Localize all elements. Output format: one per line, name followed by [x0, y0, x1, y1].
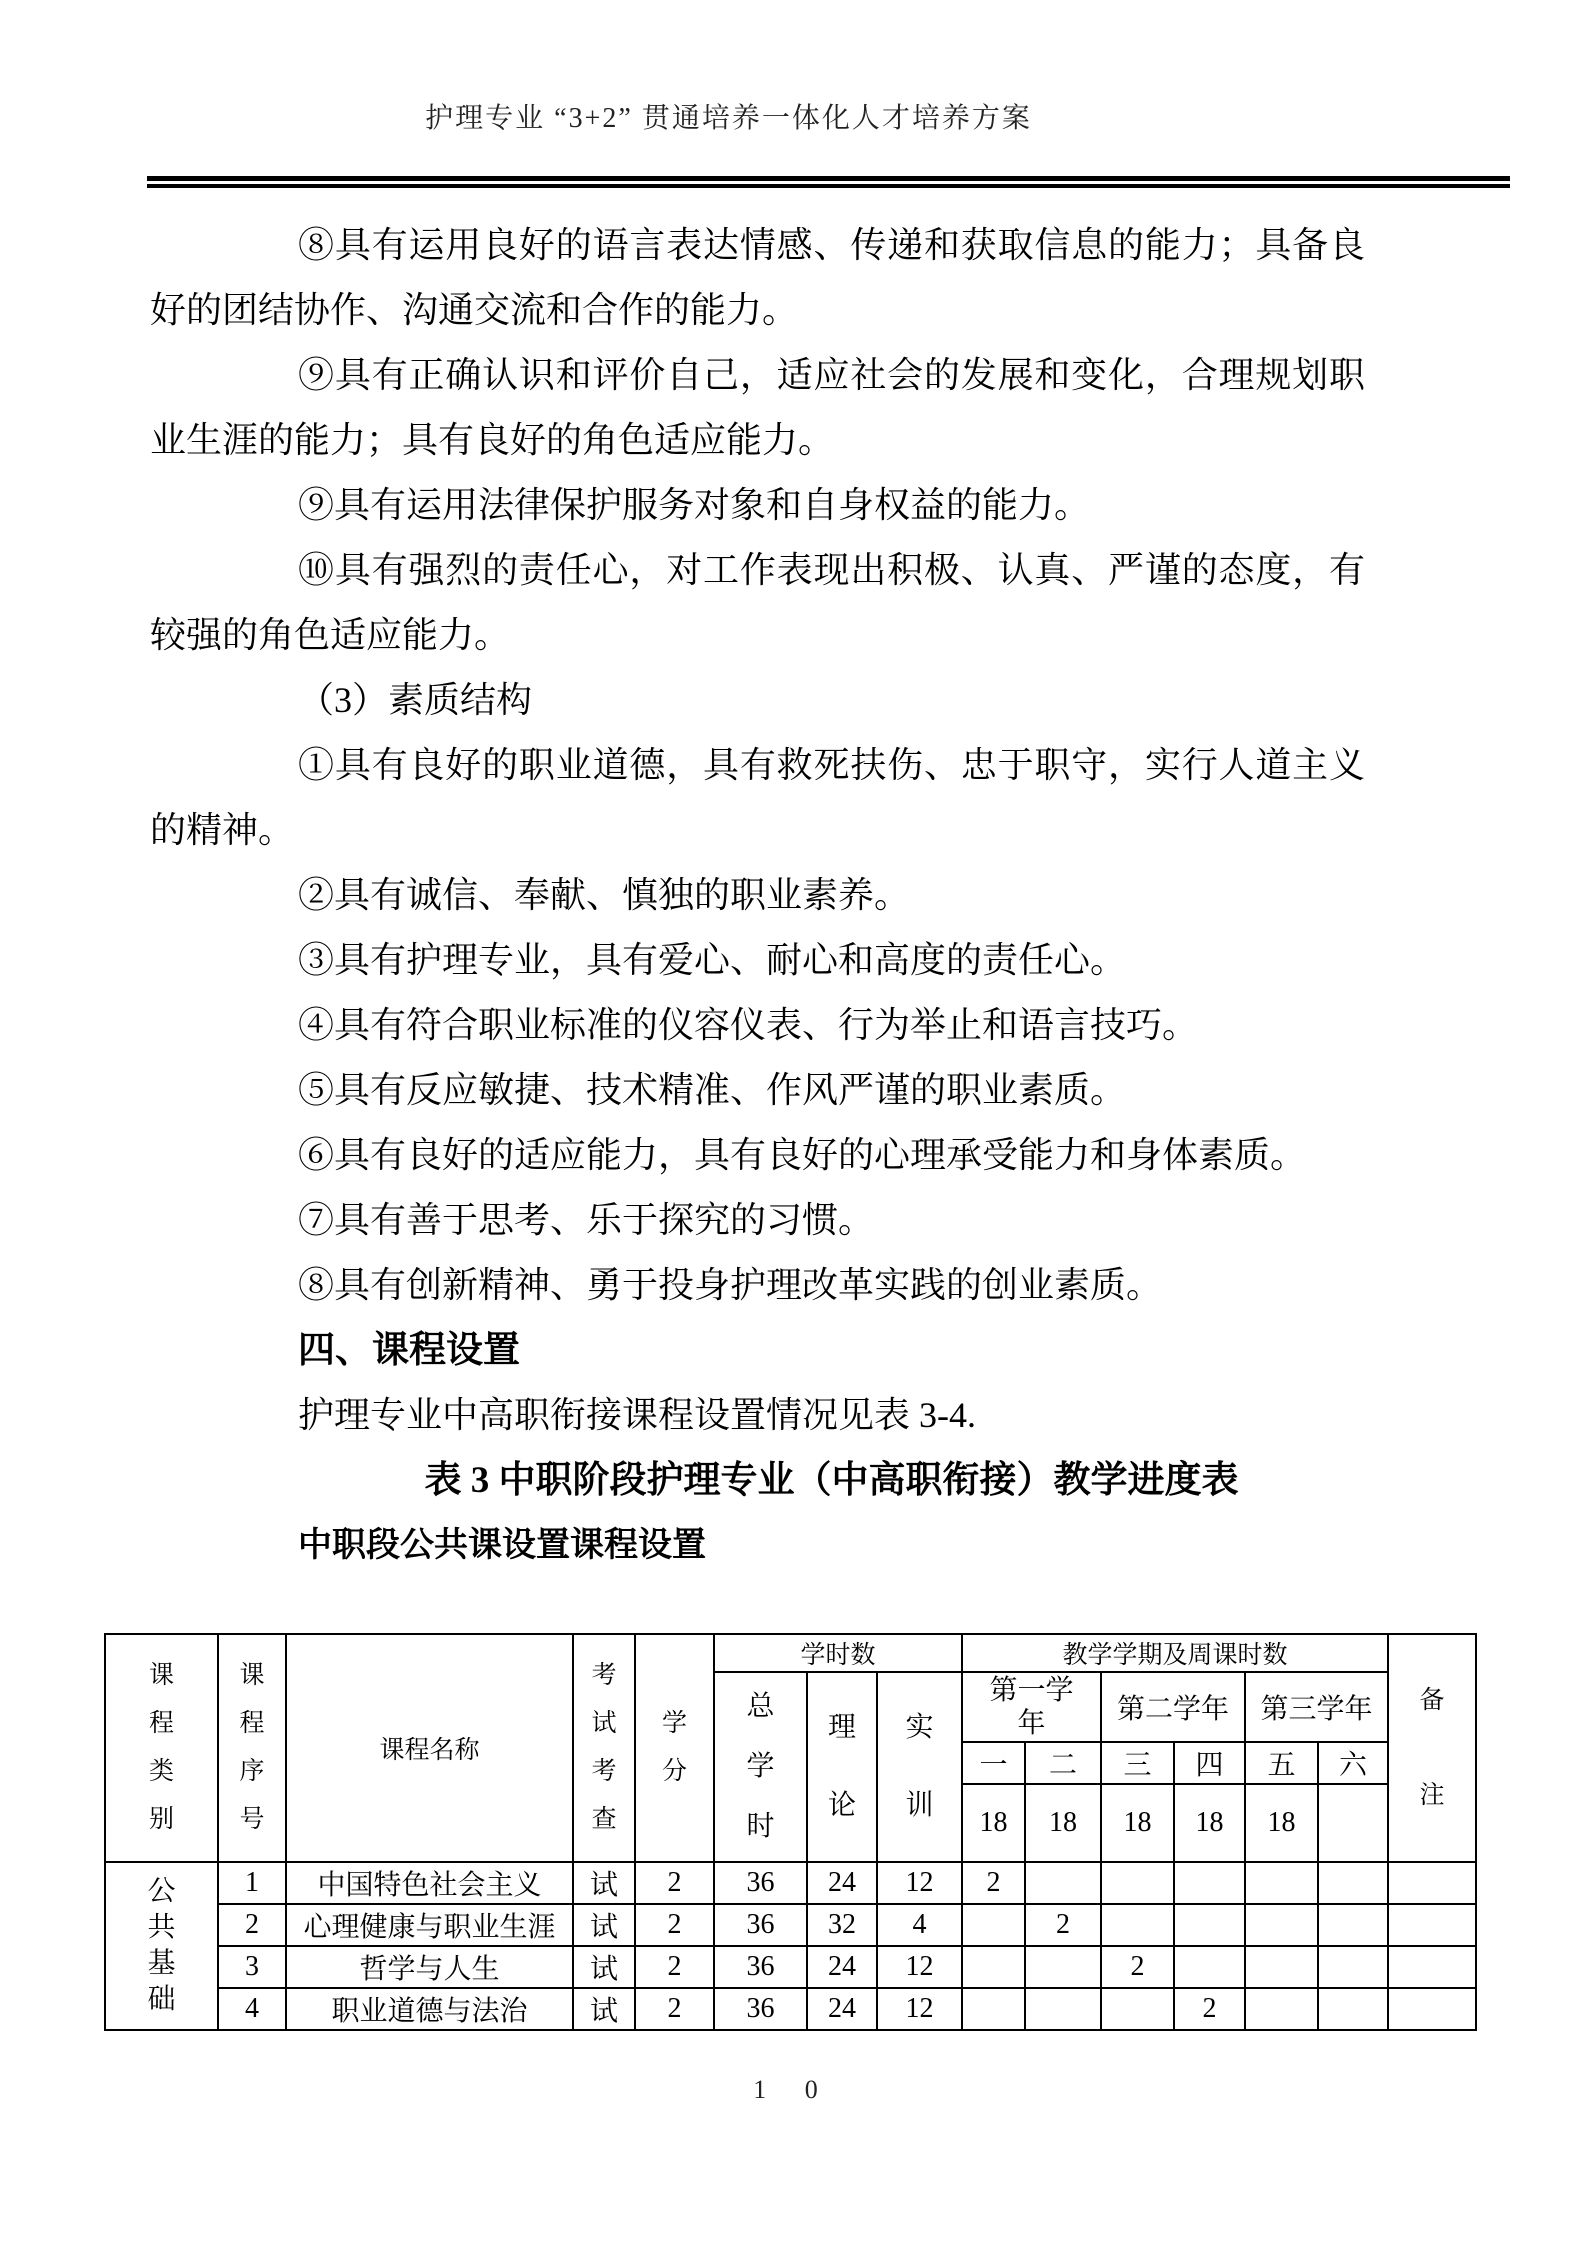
paragraph: ①具有良好的职业道德，具有救死扶伤、忠于职守，实行人道主义的精神。	[150, 745, 1365, 850]
th-course-type: 课程类别	[105, 1634, 218, 1862]
th-semester-3: 三	[1101, 1742, 1174, 1784]
paragraph: ⑧具有创新精神、勇于投身护理改革实践的创业素质。	[298, 1265, 1163, 1305]
paragraph: ⑤具有反应敏捷、技术精准、作风严谨的职业素质。	[298, 1070, 1127, 1110]
table-row	[105, 1904, 1476, 1946]
cell-practice: 12	[877, 1946, 962, 1988]
cell-practice: 12	[877, 1988, 962, 2030]
cell-name: 心理健康与职业生涯	[286, 1904, 573, 1946]
cell-credit: 2	[635, 1862, 714, 1904]
th-year3: 第三学年	[1245, 1672, 1388, 1742]
table-subtitle: 中职段公共课设置课程设置	[298, 1527, 706, 1564]
th-exam-type: 考试考查	[573, 1634, 635, 1862]
cell-s5	[1245, 1904, 1318, 1946]
paragraph: ②具有诚信、奉献、慎独的职业素养。	[298, 875, 911, 915]
paragraph: ⑨具有运用法律保护服务对象和自身权益的能力。	[298, 485, 1091, 525]
th-practice-hours: 实训	[877, 1672, 962, 1862]
th-semester-2: 二	[1025, 1742, 1101, 1784]
th-semester-group: 教学学期及周课时数	[962, 1634, 1388, 1672]
table-caption: 表 3 中职阶段护理专业（中高职衔接）教学进度表	[424, 1460, 1239, 1501]
cell-s3	[1101, 1862, 1174, 1904]
th-credit: 学分	[635, 1634, 714, 1862]
cell-exam: 试	[573, 1904, 635, 1946]
table-row	[105, 1946, 1476, 1988]
cell-exam: 试	[573, 1946, 635, 1988]
subsection-heading: （3）素质结构	[298, 680, 533, 720]
th-year2: 第二学年	[1101, 1672, 1245, 1742]
cell-s6	[1318, 1946, 1388, 1988]
cell-exam: 试	[573, 1862, 635, 1904]
cell-s6	[1318, 1904, 1388, 1946]
cell-s3	[1101, 1988, 1174, 2030]
cell-remark	[1388, 1946, 1476, 1988]
th-semester-5: 五	[1245, 1742, 1318, 1784]
th-course-no: 课程序号	[218, 1634, 286, 1862]
cell-no: 2	[218, 1904, 286, 1946]
cell-total: 36	[714, 1988, 807, 2030]
paragraph: ⑥具有良好的适应能力，具有良好的心理承受能力和身体素质。	[298, 1135, 1307, 1175]
weekly-hours-5: 18	[1245, 1784, 1318, 1862]
cell-no: 3	[218, 1946, 286, 1988]
cell-credit: 2	[635, 1988, 714, 2030]
table-row	[105, 1862, 1476, 1904]
cell-theory: 32	[807, 1904, 877, 1946]
cell-s4: 2	[1174, 1988, 1245, 2030]
cell-total: 36	[714, 1862, 807, 1904]
course-category-cell: 公共基础	[105, 1862, 218, 2030]
th-semester-1: 一	[962, 1742, 1025, 1784]
th-remark: 备注	[1388, 1634, 1476, 1862]
paragraph: ③具有护理专业，具有爱心、耐心和高度的责任心。	[298, 940, 1127, 980]
th-year1: 第一学年	[962, 1672, 1101, 1742]
paragraph: ⑧具有运用良好的语言表达情感、传递和获取信息的能力；具备良好的团结协作、沟通交流和合作的能力。	[150, 225, 1365, 330]
cell-s2	[1025, 1946, 1101, 1988]
cell-credit: 2	[635, 1946, 714, 1988]
cell-name: 哲学与人生	[286, 1946, 573, 1988]
cell-s3	[1101, 1904, 1174, 1946]
th-hours-group: 学时数	[714, 1634, 962, 1672]
cell-remark	[1388, 1904, 1476, 1946]
cell-s4	[1174, 1946, 1245, 1988]
running-head-title: 护理专业 “3+2” 贯通培养一体化人才培养方案	[425, 103, 1032, 134]
weekly-hours-1: 18	[962, 1784, 1025, 1862]
th-theory-hours: 理论	[807, 1672, 877, 1862]
cell-exam: 试	[573, 1988, 635, 2030]
table-row	[105, 1988, 1476, 2030]
weekly-hours-6	[1318, 1784, 1388, 1862]
cell-credit: 2	[635, 1904, 714, 1946]
cell-s2	[1025, 1862, 1101, 1904]
cell-s5	[1245, 1988, 1318, 2030]
paragraph: ④具有符合职业标准的仪容仪表、行为举止和语言技巧。	[298, 1005, 1199, 1045]
cell-s6	[1318, 1862, 1388, 1904]
cell-s1	[962, 1988, 1025, 2030]
cell-practice: 12	[877, 1862, 962, 1904]
cell-s3: 2	[1101, 1946, 1174, 1988]
weekly-hours-2: 18	[1025, 1784, 1101, 1862]
cell-theory: 24	[807, 1946, 877, 1988]
cell-theory: 24	[807, 1862, 877, 1904]
cell-total: 36	[714, 1946, 807, 1988]
cell-s5	[1245, 1862, 1318, 1904]
weekly-hours-4: 18	[1174, 1784, 1245, 1862]
paragraph: ⑨具有正确认识和评价自己，适应社会的发展和变化，合理规划职业生涯的能力；具有良好的角色适应能力。	[150, 355, 1365, 460]
cell-no: 1	[218, 1862, 286, 1904]
cell-s5	[1245, 1946, 1318, 1988]
cell-s1	[962, 1904, 1025, 1946]
cell-s6	[1318, 1988, 1388, 2030]
cell-total: 36	[714, 1904, 807, 1946]
page-number: 1 0	[753, 2075, 834, 2104]
cell-name: 职业道德与法治	[286, 1988, 573, 2030]
th-semester-6: 六	[1318, 1742, 1388, 1784]
cell-s2	[1025, 1988, 1101, 2030]
cell-s4	[1174, 1862, 1245, 1904]
section-heading: 四、课程设置	[298, 1330, 520, 1371]
cell-practice: 4	[877, 1904, 962, 1946]
cell-theory: 24	[807, 1988, 877, 2030]
paragraph: ⑩具有强烈的责任心，对工作表现出积极、认真、严谨的态度，有较强的角色适应能力。	[150, 550, 1365, 655]
th-total-hours: 总学时	[714, 1672, 807, 1862]
cell-name: 中国特色社会主义	[286, 1862, 573, 1904]
th-course-name: 课程名称	[286, 1634, 573, 1862]
cell-remark	[1388, 1988, 1476, 2030]
paragraph: ⑦具有善于思考、乐于探究的习惯。	[298, 1200, 875, 1240]
course-schedule-table	[104, 1633, 1477, 2031]
cell-remark	[1388, 1862, 1476, 1904]
cell-s1	[962, 1946, 1025, 1988]
weekly-hours-3: 18	[1101, 1784, 1174, 1862]
body-content	[150, 213, 1365, 1578]
th-semester-4: 四	[1174, 1742, 1245, 1784]
cell-s4	[1174, 1904, 1245, 1946]
table-intro-text: 护理专业中高职衔接课程设置情况见表 3-4.	[298, 1395, 976, 1435]
cell-no: 4	[218, 1988, 286, 2030]
cell-s2: 2	[1025, 1904, 1101, 1946]
header-double-rule	[147, 176, 1510, 188]
cell-s1: 2	[962, 1862, 1025, 1904]
